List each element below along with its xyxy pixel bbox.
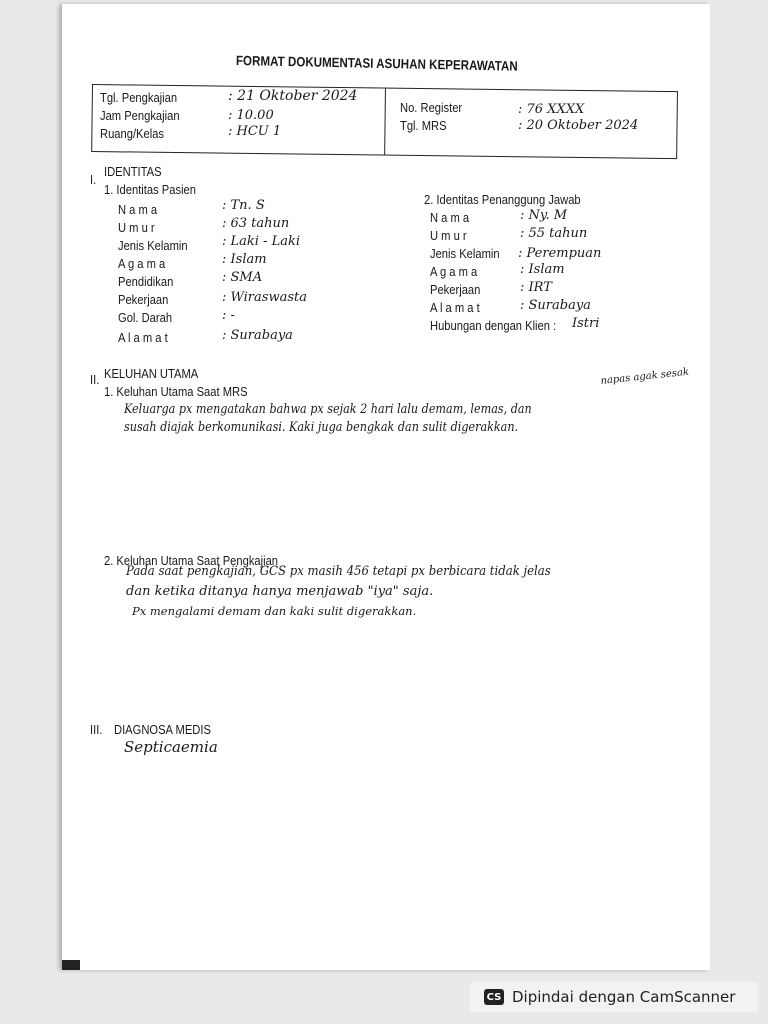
camscanner-text: Dipindai dengan CamScanner (512, 988, 736, 1006)
pasien-umur-value: : 63 tahun (222, 216, 290, 231)
section-diagnosa-heading: DIAGNOSA MEDIS (114, 722, 211, 737)
tgl-pengkajian-label: Tgl. Pengkajian (100, 90, 178, 105)
identitas-pasien-heading: 1. Identitas Pasien (104, 182, 196, 197)
jam-pengkajian-value: : 10.00 (228, 108, 274, 123)
pasien-gol-darah-label: Gol. Darah (118, 310, 173, 325)
pasien-umur-label: U m u r (118, 220, 155, 235)
pasien-agama-value: : Islam (222, 252, 267, 267)
ruang-kelas-value: : HCU 1 (228, 124, 282, 139)
penanggung-agama-label: A g a m a (430, 264, 478, 279)
jam-pengkajian-label: Jam Pengkajian (100, 108, 180, 123)
penanggung-pekerjaan-label: Pekerjaan (430, 282, 481, 297)
keluhan-pengkajian-line-3: Px mengalami demam dan kaki sulit digerakkan. (132, 604, 417, 618)
section-iii-number: III. (90, 722, 103, 737)
penanggung-alamat-value: : Surabaya (520, 298, 591, 313)
pasien-agama-label: A g a m a (118, 256, 166, 271)
penanggung-nama-value: : Ny. M (520, 208, 568, 223)
tgl-mrs-value: : 20 Oktober 2024 (518, 118, 639, 133)
pasien-pendidikan-label: Pendidikan (118, 274, 174, 289)
penanggung-jenis-kelamin-label: Jenis Kelamin (430, 246, 500, 261)
pasien-jenis-kelamin-value: : Laki - Laki (222, 234, 301, 249)
penanggung-hubungan-value: Istri (572, 316, 600, 331)
page-corner-shadow (62, 960, 80, 970)
pasien-jenis-kelamin-label: Jenis Kelamin (118, 238, 188, 253)
keluhan-mrs-insertion: napas agak sesak (600, 366, 690, 387)
penanggung-umur-value: : 55 tahun (520, 226, 588, 241)
header-divider (384, 89, 386, 155)
penanggung-alamat-label: A l a m a t (430, 300, 480, 315)
no-register-value: : 76 XXXX (518, 102, 585, 117)
penanggung-umur-label: U m u r (430, 228, 467, 243)
penanggung-jenis-kelamin-value: : Perempuan (518, 246, 602, 261)
keluhan-mrs-line-1: Keluarga px mengatakan bahwa px sejak 2 hari lalu demam, lemas, dan (124, 402, 532, 417)
keluhan-pengkajian-line-2: dan ketika ditanya hanya menjawab "iya" saja. (126, 584, 434, 599)
penanggung-nama-label: N a m a (430, 210, 470, 225)
tgl-mrs-label: Tgl. MRS (400, 118, 447, 133)
pasien-alamat-value: : Surabaya (222, 328, 293, 343)
document-title: FORMAT DOKUMENTASI ASUHAN KEPERAWATAN (235, 53, 518, 74)
penanggung-pekerjaan-value: : IRT (520, 280, 552, 295)
keluhan-mrs-heading: 1. Keluhan Utama Saat MRS (104, 384, 248, 399)
keluhan-pengkajian-line-1: Pada saat pengkajian, GCS px masih 456 tetapi px berbicara tidak jelas (126, 564, 551, 579)
section-i-number: I. (90, 172, 97, 187)
tgl-pengkajian-value: : 21 Oktober 2024 (228, 88, 358, 104)
ruang-kelas-label: Ruang/Kelas (100, 126, 165, 141)
camscanner-logo-icon: CS (484, 989, 504, 1005)
pasien-gol-darah-value: : - (222, 308, 235, 323)
no-register-label: No. Register (400, 100, 463, 115)
pasien-pendidikan-value: : SMA (222, 270, 263, 285)
identitas-penanggung-heading: 2. Identitas Penanggung Jawab (424, 192, 581, 207)
penanggung-agama-value: : Islam (520, 262, 565, 277)
penanggung-hubungan-label: Hubungan dengan Klien : (430, 318, 557, 333)
camscanner-watermark (470, 982, 758, 1012)
keluhan-mrs-line-2: susah diajak berkomunikasi. Kaki juga bengkak dan sulit digerakkan. (124, 420, 519, 435)
pasien-alamat-label: A l a m a t (118, 330, 168, 345)
section-keluhan-heading: KELUHAN UTAMA (104, 366, 199, 381)
section-ii-number: II. (90, 372, 100, 387)
diagnosa-value: Septicaemia (124, 738, 218, 756)
keluhan-pengkajian-heading: 2. Keluhan Utama Saat Pengkajian (104, 553, 279, 568)
pasien-nama-value: : Tn. S (222, 198, 265, 213)
pasien-pekerjaan-value: : Wiraswasta (222, 290, 307, 305)
pasien-pekerjaan-label: Pekerjaan (118, 292, 169, 307)
pasien-nama-label: N a m a (118, 202, 158, 217)
section-identitas-heading: IDENTITAS (104, 164, 162, 179)
